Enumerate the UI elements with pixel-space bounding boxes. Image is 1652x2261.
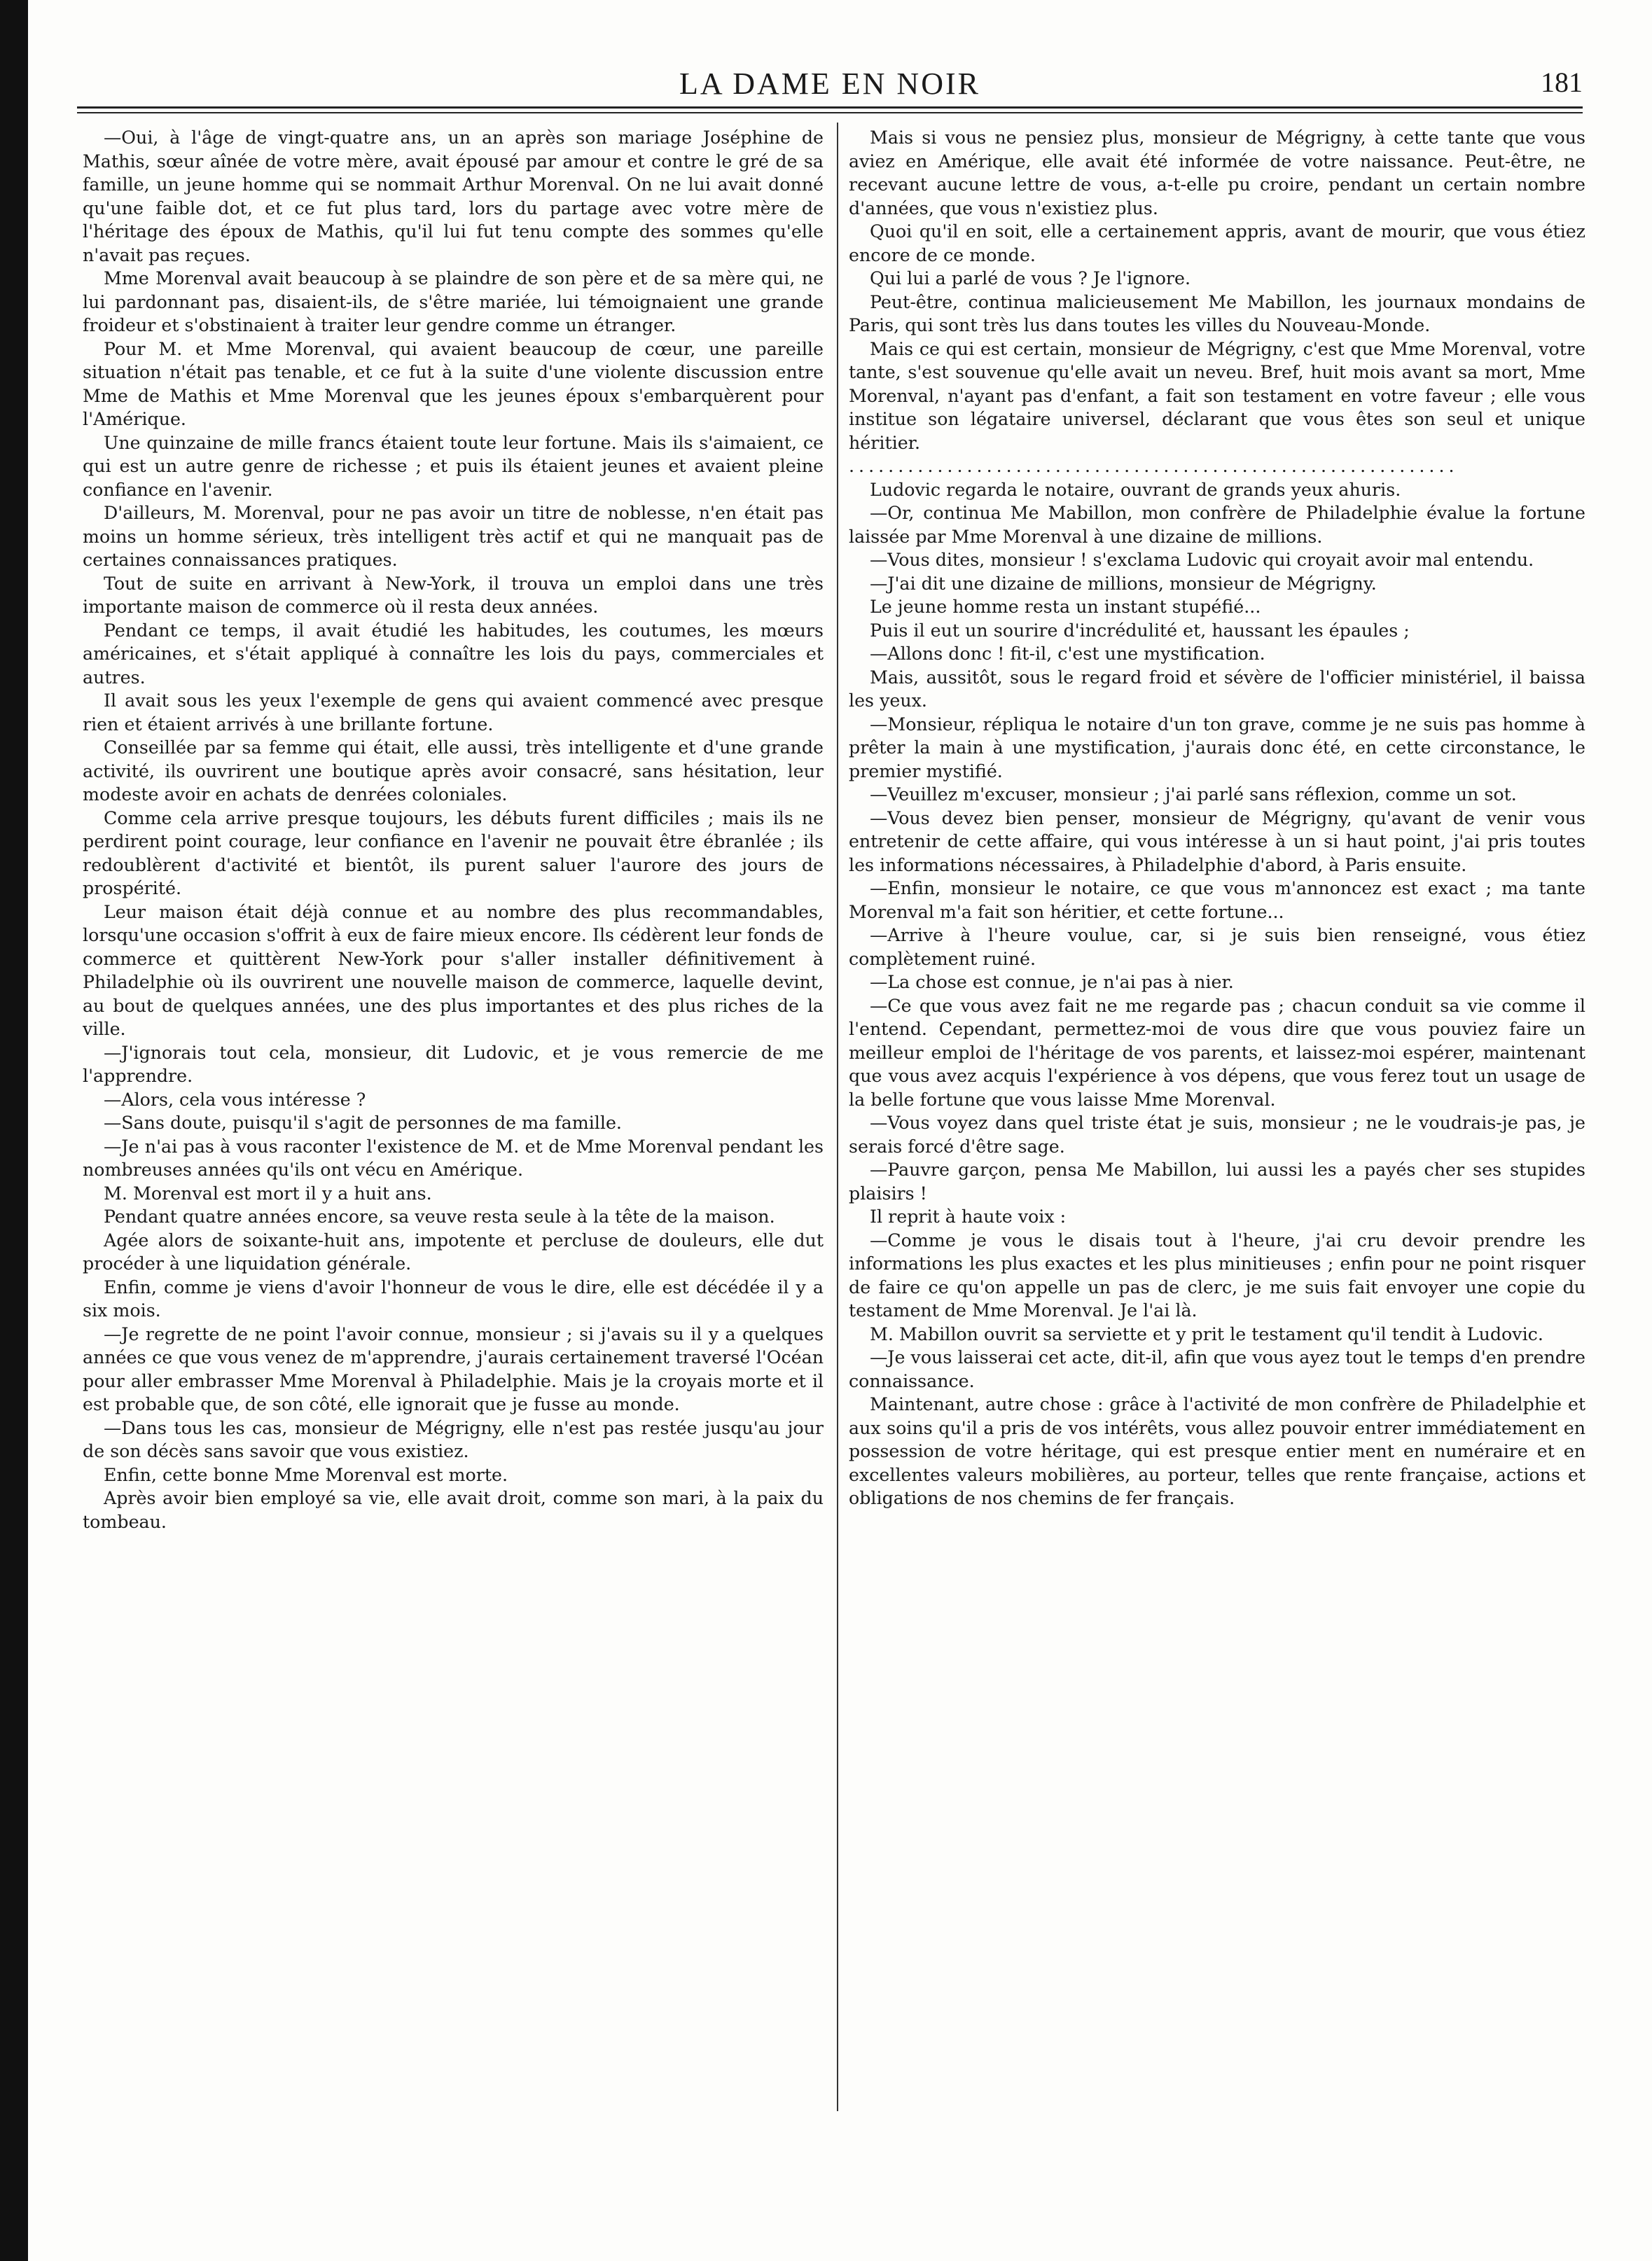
paragraph: Après avoir bien employé sa vie, elle avait droit, comme son mari, à la paix du tombeau. xyxy=(83,1488,824,1532)
paragraph: —Allons donc ! fit-il, c'est une mystification. xyxy=(870,643,1265,664)
paragraph: —Oui, à l'âge de vingt-quatre ans, un an après son mariage Joséphine de Mathis, sœur aînée de votre mère, avait épousé par amour et contre le gré de sa famille, un jeune homme qui se nommait Arthur Morenval. On ne lui avait donné qu'une faible dot, et ce fut plus tard, lors du partage avec votre mère de l'héritage des époux de Mathis, qu'il lui fut tenu compte des sommes qu'elle n'avait pas reçues. xyxy=(83,127,824,265)
paragraph: —Dans tous les cas, monsieur de Mégrigny, elle n'est pas restée jusqu'au jour de son décès sans savoir que vous existiez. xyxy=(83,1417,824,1461)
paragraph: —J'ignorais tout cela, monsieur, dit Ludovic, et je vous remercie de me l'apprendre. xyxy=(83,1042,824,1086)
paragraph: Leur maison était déjà connue et au nombre des plus recommandables, lorsqu'une occasion s'offrit à eux de faire mieux encore. Ils cédèrent leur fonds de commerce et quittèrent New-York pour s'aller installer définitivement à Philadelphie où ils ouvrirent une nouvelle maison de commerce, laquelle devint, au bout de quelques années, une des plus importantes et des plus riches de la ville. xyxy=(83,901,824,1039)
paragraph: Le jeune homme resta un instant stupéfié... xyxy=(870,597,1261,617)
paragraph: Comme cela arrive presque toujours, les débuts furent difficiles ; mais ils ne perdirent point courage, leur confiance en l'avenir ne pouvait être ébranlée ; ils redoublèrent d'activité et bientôt, ils purent saluer l'aurore des jours de prospérité. xyxy=(83,807,824,898)
paragraph: —Alors, cela vous intéresse ? xyxy=(104,1089,366,1110)
paragraph: Puis il eut un sourire d'incrédulité et, haussant les épaules ; xyxy=(870,620,1410,641)
paragraph: D'ailleurs, M. Morenval, pour ne pas avoir un titre de noblesse, n'en était pas moins un homme sérieux, très intelligent très actif et qui ne manquait pas de certaines connaissances pratiques. xyxy=(83,503,824,570)
paragraph: Une quinzaine de mille francs étaient toute leur fortune. Mais ils s'aimaient, ce qui est un autre genre de richesse ; et puis ils étaient jeunes et avaient pleine confiance en l'avenir. xyxy=(83,432,824,500)
paragraph: Tout de suite en arrivant à New-York, il trouva un emploi dans une très importante maison de commerce où il resta deux années. xyxy=(83,573,824,617)
running-title: LA DAME EN NOIR xyxy=(679,67,980,101)
paragraph: —La chose est connue, je n'ai pas à nier. xyxy=(870,972,1234,992)
paragraph: —Je n'ai pas à vous raconter l'existence de M. et de Mme Morenval pendant les nombreuses années qu'ils ont vécu en Amérique. xyxy=(83,1136,824,1180)
paragraph: Pendant quatre années encore, sa veuve resta seule à la tête de la maison. xyxy=(104,1206,775,1227)
paragraph: Mais ce qui est certain, monsieur de Mégrigny, c'est que Mme Morenval, votre tante, s'est souvenue qu'elle avait un neveu. Bref, huit mois avant sa mort, Mme Morenval, n'ayant pas d'enfant, a fait son testament en votre faveur ; elle vous institue son légataire universel, déclarant que vous êtes son seul et unique héritier. xyxy=(849,338,1585,453)
paragraph: Agée alors de soixante-huit ans, impotente et percluse de douleurs, elle dut procéder à une liquidation générale. xyxy=(83,1230,824,1274)
paragraph: Mme Morenval avait beaucoup à se plaindre de son père et de sa mère qui, ne lui pardonnant pas, disaient-ils, de s'être mariée, lui témoignaient une grande froideur et s'obstinaient à traiter leur gendre comme un étranger. xyxy=(83,268,824,335)
paragraph: Quoi qu'il en soit, elle a certainement appris, avant de mourir, que vous étiez encore de ce monde. xyxy=(849,221,1585,265)
paragraph: Qui lui a parlé de vous ? Je l'ignore. xyxy=(870,268,1191,288)
ellipsis-separator: .............................................................. xyxy=(849,456,1459,476)
paragraph: —Comme je vous le disais tout à l'heure, j'ai cru devoir prendre les informations les plus exactes et les plus minitieuses ; enfin pour ne point risquer de faire ce qu'on appelle un pas de clerc, je me suis fait envoyer une copie du testament de Mme Morenval. Je l'ai là. xyxy=(849,1230,1585,1321)
paragraph: Enfin, cette bonne Mme Morenval est morte. xyxy=(104,1464,508,1485)
paragraph: Enfin, comme je viens d'avoir l'honneur de vous le dire, elle est décédée il y a six mois. xyxy=(83,1276,824,1321)
right-column xyxy=(849,126,1585,2108)
paragraph: Peut-être, continua malicieusement Me Mabillon, les journaux mondains de Paris, qui sont très lus dans toutes les villes du Nouveau-Monde. xyxy=(849,291,1585,335)
header-rule-second xyxy=(77,112,1583,113)
column-divider xyxy=(837,123,838,2111)
paragraph: —Sans doute, puisqu'il s'agit de personnes de ma famille. xyxy=(104,1113,622,1133)
paragraph: —Je vous laisserai cet acte, dit-il, afin que vous ayez tout le temps d'en prendre connaissance. xyxy=(849,1347,1585,1391)
paragraph: M. Mabillon ouvrit sa serviette et y prit le testament qu'il tendit à Ludovic. xyxy=(870,1323,1543,1344)
header-rule xyxy=(77,106,1583,109)
scan-edge-bar xyxy=(0,0,28,2261)
paragraph: —Pauvre garçon, pensa Me Mabillon, lui aussi les a payés cher ses stupides plaisirs ! xyxy=(849,1160,1585,1204)
paragraph: —Ce que vous avez fait ne me regarde pas ; chacun conduit sa vie comme il l'entend. Cependant, permettez-moi de vous dire que vous pouviez faire un meilleur emploi de l'héritage de vos parents, et laissez-moi espérer, maintenant que vous avez acquis l'expérience à vos dépens, que vous ferez tout un usage de la belle fortune que vous laisse Mme Morenval. xyxy=(849,995,1585,1110)
paragraph: Il reprit à haute voix : xyxy=(870,1206,1067,1227)
paragraph: Conseillée par sa femme qui était, elle aussi, très intelligente et d'une grande activité, ils ouvrirent une boutique après avoir consacré, sans hésitation, leur modeste avoir en achats de denrées coloniales. xyxy=(83,737,824,805)
paragraph: —Vous voyez dans quel triste état je suis, monsieur ; ne le voudrais-je pas, je serais forcé d'être sage. xyxy=(849,1113,1585,1157)
paragraph: Maintenant, autre chose : grâce à l'activité de mon confrère de Philadelphie et aux soins qu'il a pris de vos intérêts, vous allez pouvoir entrer immédiatement en possession de votre héritage, qui est presque entier ment en numéraire et en excellentes valeurs mobilières, au porteur, telles que rente française, actions et obligations de nos chemins de fer français. xyxy=(849,1394,1585,1508)
paragraph: —Enfin, monsieur le notaire, ce que vous m'annoncez est exact ; ma tante Morenval m'a fait son héritier, et cette fortune... xyxy=(849,878,1585,922)
paragraph: —Vous devez bien penser, monsieur de Mégrigny, qu'avant de venir vous entretenir de cette affaire, qui vous intéresse à un si haut point, j'ai pris toutes les informations nécessaires, à Philadelphie d'abord, à Paris ensuite. xyxy=(849,807,1585,875)
paragraph: —Arrive à l'heure voulue, car, si je suis bien renseigné, vous étiez complètement ruiné. xyxy=(849,925,1585,969)
paragraph: —Monsieur, répliqua le notaire d'un ton grave, comme je ne suis pas homme à prêter la main à une mystification, j'aurais donc été, en cette circonstance, le premier mystifié. xyxy=(849,714,1585,781)
left-column xyxy=(83,126,824,2108)
paragraph: Pendant ce temps, il avait étudié les habitudes, les coutumes, les mœurs américaines, et s'était appliqué à connaître les lois du pays, commerciales et autres. xyxy=(83,620,824,688)
paragraph: Pour M. et Mme Morenval, qui avaient beaucoup de cœur, une pareille situation n'était pas tenable, et ce fut à la suite d'une violente discussion entre Mme de Mathis et Mme Morenval que les jeunes époux s'embarquèrent pour l'Amérique. xyxy=(83,338,824,429)
page-header xyxy=(77,63,1583,112)
paragraph: Mais si vous ne pensiez plus, monsieur de Mégrigny, à cette tante que vous aviez en Amérique, elle avait été informée de votre naissance. Peut-être, ne recevant aucune lettre de vous, a-t-elle pu croire, pendant un certain nombre d'années, que vous n'existiez plus. xyxy=(849,127,1585,218)
paragraph: —Vous dites, monsieur ! s'exclama Ludovic qui croyait avoir mal entendu. xyxy=(870,550,1534,570)
paragraph: —J'ai dit une dizaine de millions, monsieur de Mégrigny. xyxy=(870,573,1377,594)
paragraph: —Je regrette de ne point l'avoir connue, monsieur ; si j'avais su il y a quelques années ce que vous venez de m'apprendre, j'aurais certainement traversé l'Océan pour aller embrasser Mme Morenval à Philadelphie. Mais je la croyais morte et il est probable que, de son côté, elle ignorait que je fusse au monde. xyxy=(83,1323,824,1414)
paragraph: M. Morenval est mort il y a huit ans. xyxy=(104,1183,432,1204)
page-number: 181 xyxy=(1541,67,1583,98)
paragraph: Ludovic regarda le notaire, ouvrant de grands yeux ahuris. xyxy=(870,479,1401,500)
paragraph: Il avait sous les yeux l'exemple de gens qui avaient commencé avec presque rien et étaient arrivés à une brillante fortune. xyxy=(83,690,824,735)
paragraph: —Or, continua Me Mabillon, mon confrère de Philadelphie évalue la fortune laissée par Mme Morenval à une dizaine de millions. xyxy=(849,503,1585,547)
paragraph: —Veuillez m'excuser, monsieur ; j'ai parlé sans réflexion, comme un sot. xyxy=(870,784,1517,805)
paragraph: Mais, aussitôt, sous le regard froid et sévère de l'officier ministériel, il baissa les yeux. xyxy=(849,667,1585,711)
